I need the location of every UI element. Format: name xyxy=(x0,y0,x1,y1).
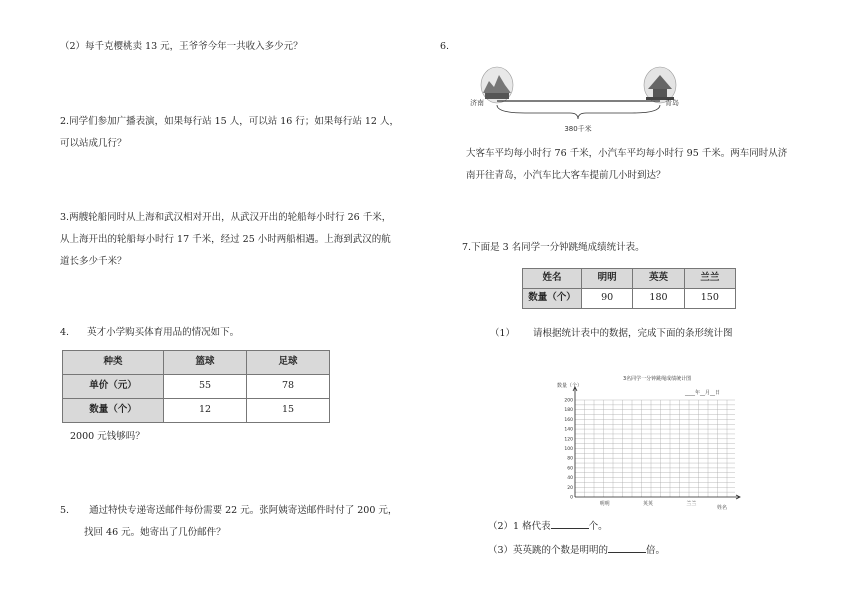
city-qingdao-label: 青岛 xyxy=(665,99,679,107)
chart-y-ticks xyxy=(564,398,573,501)
chart-title: 3名同学一分钟跳绳成绩统计图 xyxy=(623,376,692,382)
x-category-label: 明明 xyxy=(599,501,610,507)
q7-count-mingming: 90 xyxy=(582,289,633,309)
y-tick-label: 0 xyxy=(570,495,573,501)
q4-header-type: 种类 xyxy=(63,351,164,375)
q4-header-basketball: 篮球 xyxy=(164,351,247,375)
q6-distance-diagram xyxy=(465,65,715,135)
q7-header-name: 姓名 xyxy=(523,269,582,289)
question-4-heading xyxy=(60,326,239,340)
distance-brace xyxy=(497,105,660,119)
question-7-intro: 7.下面是 3 名同学一分钟跳绳成绩统计表。 xyxy=(462,242,645,253)
q7-part-3 xyxy=(488,543,665,558)
question-3-line-3: 道长多少千米？ xyxy=(60,256,127,267)
q4-table xyxy=(62,350,330,423)
y-tick-label: 200 xyxy=(564,398,573,404)
question-6-line-2: 南开往青岛，小汽车比大客车提前几小时到达？ xyxy=(466,170,666,181)
question-3 xyxy=(60,207,391,273)
q7-header-yingying: 英英 xyxy=(633,269,684,289)
y-tick-label: 80 xyxy=(567,456,573,462)
jinan-landmark-image xyxy=(481,67,513,103)
q4-question-text: 2000 元钱够吗？ xyxy=(70,431,145,442)
q4-row-price-label: 单价（元） xyxy=(63,375,164,399)
jump-rope-bar-chart xyxy=(555,372,745,512)
question-4-number: 4. xyxy=(60,327,70,338)
chart-x-categories xyxy=(600,500,697,507)
q7-count-lanlan: 150 xyxy=(684,289,735,309)
x-category-label: 英英 xyxy=(642,501,654,507)
question-6 xyxy=(466,143,787,187)
q7-header-lanlan: 兰兰 xyxy=(684,269,735,289)
q7-table xyxy=(522,268,736,309)
q4-header-football: 足球 xyxy=(247,351,330,375)
q1-part2-text: （2）每千克樱桃卖 13 元，王爷爷今年一共收入多少元？ xyxy=(60,41,303,52)
q4-price-basketball: 55 xyxy=(164,375,247,399)
y-tick-label: 40 xyxy=(567,476,573,482)
q7-part-2-prefix: （2）1 格代表 xyxy=(488,521,551,532)
question-2-line-2: 可以站成几行？ xyxy=(60,138,127,149)
question-3-line-1: 3.两艘轮船同时从上海和武汉相对开出，从武汉开出的轮船每小时行 26 千米， xyxy=(60,212,392,223)
q7-part-1-label: （1） xyxy=(490,328,516,339)
q4-table-row-price xyxy=(63,375,330,399)
q7-table-row-count xyxy=(523,289,736,309)
question-4-text: 英才小学购买体育用品的情况如下。 xyxy=(87,327,240,338)
chart-y-axis-label: 数量（个） xyxy=(557,383,583,389)
y-tick-label: 140 xyxy=(564,427,573,433)
y-tick-label: 100 xyxy=(564,447,573,452)
chart-date: ____年__月__日 xyxy=(685,390,721,396)
q4-quantity-football: 15 xyxy=(247,399,330,423)
q7-part-2-suffix: 个。 xyxy=(588,521,608,532)
q7-count-yingying: 180 xyxy=(633,289,684,309)
q4-table-header-row xyxy=(63,351,330,375)
question-6-line-1: 大客车平均每小时行 76 千米，小汽车平均每小时行 95 千米。两车同时从济 xyxy=(466,148,788,159)
chart-axes xyxy=(573,387,740,499)
q4-row-quantity-label: 数量（个） xyxy=(63,399,164,423)
distance-label: 380千米 xyxy=(564,125,592,133)
q4-quantity-basketball: 12 xyxy=(164,399,247,423)
q7-part-1-text: 请根据统计表中的数据，完成下面的条形统计图 xyxy=(533,328,733,339)
question-5-line-2: 找回 46 元。她寄出了几份邮件？ xyxy=(84,527,226,538)
city-jinan-label: 济南 xyxy=(470,99,484,107)
q4-table-row-quantity xyxy=(63,399,330,423)
question-2 xyxy=(60,111,399,155)
y-tick-label: 180 xyxy=(564,408,573,414)
q7-part-2-blank[interactable] xyxy=(551,519,589,529)
q7-part-1 xyxy=(490,327,733,341)
y-tick-label: 120 xyxy=(564,437,573,443)
chart-x-axis-label: 姓名 xyxy=(717,505,728,511)
y-tick-label: 60 xyxy=(567,466,573,472)
q4-price-football: 78 xyxy=(247,375,330,399)
q7-part-3-prefix: （3）英英跳的个数是明明的 xyxy=(488,545,609,556)
qingdao-landmark-image xyxy=(644,67,676,103)
question-2-line-1: 2.同学们参加广播表演，如果每行站 15 人，可以站 16 行；如果每行站 12 人， xyxy=(60,116,399,127)
y-tick-label: 20 xyxy=(567,485,573,491)
question-6-number: 6. xyxy=(440,41,450,52)
question-5-line-1: 通过特快专递寄送邮件每份需要 22 元。张阿姨寄送邮件时付了 200 元， xyxy=(89,505,398,516)
q7-part-3-blank[interactable] xyxy=(608,543,646,553)
chart-grid xyxy=(575,400,735,497)
question-5-number: 5. xyxy=(60,505,70,516)
q7-table-header-row xyxy=(523,269,736,289)
x-category-label: 兰兰 xyxy=(686,501,697,507)
q7-part-3-suffix: 倍。 xyxy=(646,545,666,556)
q7-header-mingming: 明明 xyxy=(582,269,633,289)
q7-row-count-label: 数量（个） xyxy=(523,289,582,309)
question-3-line-2: 从上海开出的轮船每小时行 17 千米，经过 25 小时两船相遇。上海到武汉的航 xyxy=(60,234,391,245)
y-tick-label: 160 xyxy=(564,417,573,423)
q7-part-2 xyxy=(488,519,608,534)
question-5 xyxy=(60,500,397,544)
